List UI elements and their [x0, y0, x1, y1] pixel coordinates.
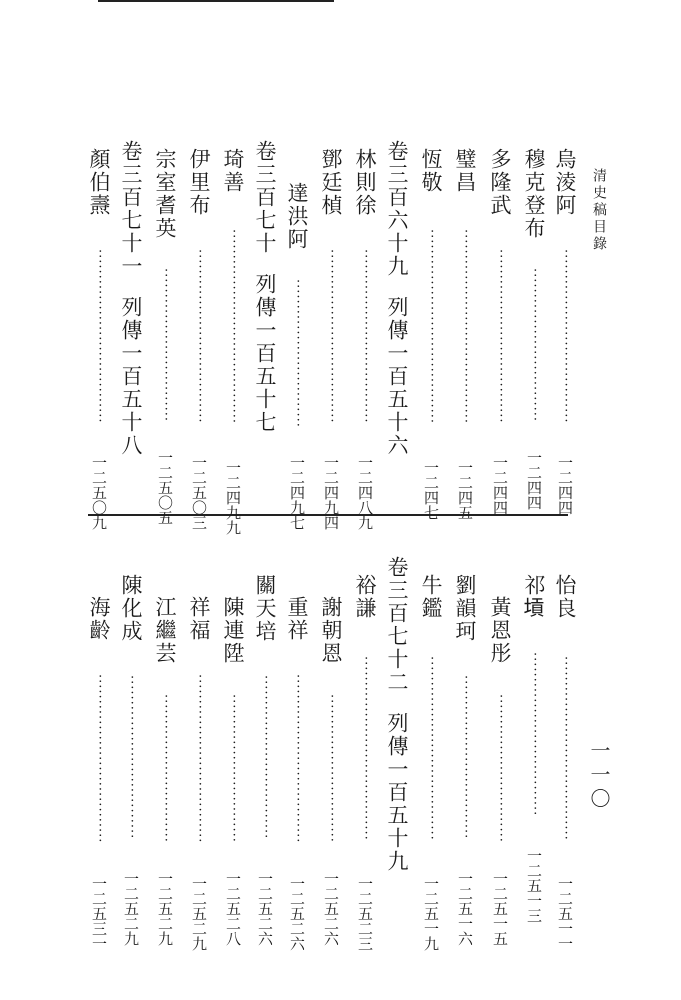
dot-leader: ································	[527, 651, 542, 817]
dot-leader: ·································	[92, 674, 107, 844]
dot-leader: ·································	[192, 674, 207, 844]
entry-page-number: 一二四九七	[288, 455, 306, 530]
volume-title: 列傳一百五十九	[385, 712, 409, 873]
toc-entry	[487, 148, 513, 515]
entry-page-number: 一二四四	[491, 455, 509, 515]
toc-entry	[418, 148, 444, 520]
entry-name: 黃恩彤	[488, 596, 512, 665]
toc-entry	[186, 596, 212, 951]
toc-entry	[487, 596, 513, 946]
entry-name: 烏淩阿	[553, 148, 577, 217]
entry-name: 牛鑑	[419, 574, 443, 620]
entry-name: 多隆武	[488, 148, 512, 217]
volume-heading	[384, 556, 410, 873]
dot-leader: ·····························	[493, 693, 508, 843]
toc-entry	[318, 596, 344, 946]
entry-page-number: 一二五三一	[90, 876, 108, 951]
page-number: 一一〇	[587, 740, 611, 812]
entry-name: 江繼芸	[153, 596, 177, 665]
entry-name: 伊里布	[187, 148, 211, 217]
entry-page-number: 一二五二六	[288, 876, 306, 951]
dot-leader: ··································	[493, 248, 508, 424]
entry-name: 怡良	[553, 574, 577, 620]
dot-leader: ····································	[358, 655, 373, 841]
toc-entry	[352, 574, 378, 951]
dot-leader: ································	[458, 674, 473, 840]
volume-number: 卷三百六十九	[385, 140, 409, 278]
entry-name: 陳連陞	[221, 596, 245, 665]
volume-number: 卷三百七十	[253, 140, 277, 255]
dot-leader: ··································	[192, 248, 207, 424]
entry-name: 謝朝恩	[319, 596, 343, 665]
entry-page-number: 一二五二三	[356, 876, 374, 951]
dot-leader: ·····························	[158, 693, 173, 843]
dot-leader: ······································	[424, 229, 439, 425]
entry-name: 陳化成	[119, 574, 143, 643]
toc-entry	[521, 574, 547, 923]
entry-page-number: 一二四八九	[356, 455, 374, 530]
entry-page-number: 一二五二八	[224, 871, 242, 946]
toc-entry	[86, 596, 112, 951]
volume-number: 卷三百七十一	[119, 140, 143, 278]
toc-entry	[118, 574, 144, 946]
entry-page-number: 一二五一一	[556, 876, 574, 951]
toc-entry	[452, 574, 478, 946]
toc-entry	[552, 574, 578, 951]
entry-page-number: 一二五二九	[190, 876, 208, 951]
volume-title: 列傳一百五十七	[253, 273, 277, 434]
toc-entry	[284, 596, 310, 951]
toc-entry	[521, 148, 547, 510]
entry-name: 祥福	[187, 596, 211, 642]
toc-entry	[352, 148, 378, 530]
entry-page-number: 一二四九九	[224, 460, 242, 535]
entry-page-number: 一二五二六	[256, 871, 274, 946]
entry-page-number: 一二五二九	[156, 871, 174, 946]
dot-leader: ·································	[290, 674, 305, 844]
volume-heading	[252, 140, 278, 434]
entry-name: 顏伯燾	[87, 148, 111, 217]
entry-name: 劉韻珂	[453, 574, 477, 643]
volume-title: 列傳一百五十八	[119, 296, 143, 457]
entry-page-number: 一二四九四	[322, 455, 340, 530]
entry-name: 林則徐	[353, 148, 377, 217]
entry-name: 重祥	[285, 596, 309, 642]
toc-entry	[418, 574, 444, 951]
entry-page-number: 一二五〇九	[90, 455, 108, 530]
volume-title: 列傳一百五十六	[385, 296, 409, 457]
dot-leader: ··································	[324, 248, 339, 424]
dot-leader: ····································	[424, 655, 439, 841]
dot-leader: ··································	[92, 248, 107, 424]
entry-name: 達洪阿	[285, 182, 309, 251]
entry-page-number: 一二四四	[525, 450, 543, 510]
entry-name: 琦善	[221, 148, 245, 194]
entry-page-number: 一二五〇三	[190, 455, 208, 530]
entry-page-number: 一二四四	[556, 455, 574, 515]
entry-name: 鄧廷楨	[319, 148, 343, 217]
entry-name: 穆克登布	[522, 148, 546, 240]
dot-leader: ·····························	[226, 693, 241, 843]
entry-name: 璧昌	[453, 148, 477, 194]
dot-leader: ································	[124, 674, 139, 840]
toc-entry	[86, 148, 112, 530]
entry-page-number: 一二五一六	[456, 871, 474, 946]
toc-entry	[284, 182, 310, 530]
dot-leader: ······························	[527, 268, 542, 422]
entry-name: 祁𡎴	[522, 574, 546, 620]
entry-page-number: 一二五一五	[491, 871, 509, 946]
dot-leader: ······························	[158, 268, 173, 422]
toc-entry	[252, 574, 278, 946]
toc-entry	[152, 148, 178, 525]
top-rule	[98, 0, 334, 2]
dot-leader: ·····························	[324, 693, 339, 843]
dot-leader: ··································	[558, 248, 573, 424]
entry-name: 裕謙	[353, 574, 377, 620]
toc-entry	[152, 596, 178, 946]
volume-number: 卷三百七十二	[385, 556, 409, 694]
entry-page-number: 一二四五	[456, 460, 474, 520]
toc-entry	[452, 148, 478, 520]
toc-entry	[318, 148, 344, 530]
toc-entry	[220, 148, 246, 535]
dot-leader: ··································	[358, 248, 373, 424]
entry-page-number: 一二五一三	[525, 848, 543, 923]
volume-heading	[384, 140, 410, 457]
entry-name: 關天培	[253, 574, 277, 643]
toc-entry	[552, 148, 578, 515]
entry-page-number: 一二五一九	[422, 876, 440, 951]
entry-name: 恆敬	[419, 148, 443, 194]
volume-heading	[118, 140, 144, 457]
entry-name: 宗室耆英	[153, 148, 177, 240]
dot-leader: ································	[258, 674, 273, 840]
entry-page-number: 一二五〇五	[156, 450, 174, 525]
dot-leader: ····································	[558, 655, 573, 841]
dot-leader: ·····························	[290, 278, 305, 428]
entry-page-number: 一二四七	[422, 460, 440, 520]
dot-leader: ······································	[226, 229, 241, 425]
toc-entry	[186, 148, 212, 530]
entry-page-number: 一二五二九	[122, 871, 140, 946]
entry-name: 海齡	[87, 596, 111, 642]
dot-leader: ······································	[458, 229, 473, 425]
toc-entry	[220, 596, 246, 946]
entry-page-number: 一二五二六	[322, 871, 340, 946]
running-header: 清史稿目錄	[591, 168, 607, 253]
